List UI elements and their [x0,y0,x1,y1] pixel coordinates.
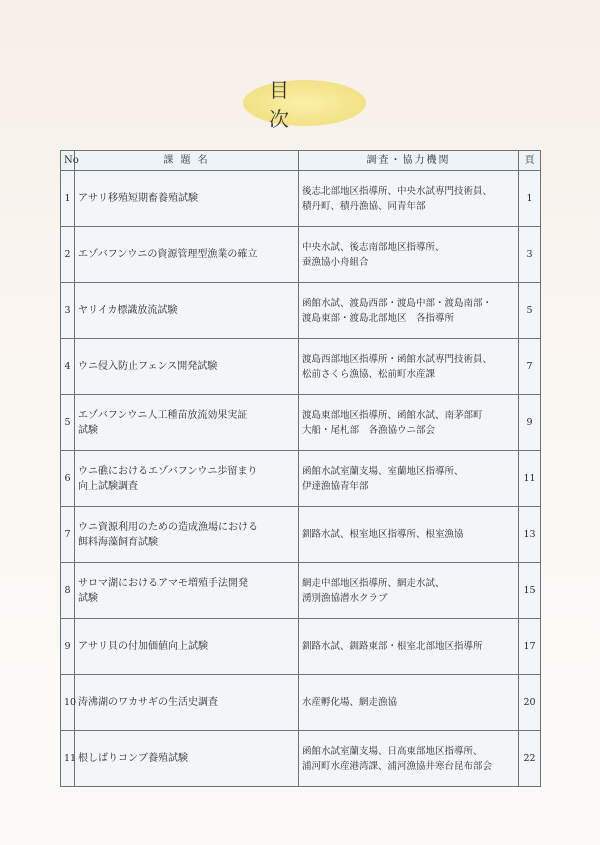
table-row [61,563,541,619]
table-row [61,339,541,395]
table-row [61,395,541,451]
table-row [61,171,541,227]
row-title: ヤリイカ標識放流試験 [75,283,299,339]
row-title: 涛沸湖のワカサギの生活史調査 [75,675,299,731]
row-no: 3 [61,283,75,339]
row-page: 9 [519,395,541,451]
table-row [61,227,541,283]
row-page: 11 [519,451,541,507]
row-no: 9 [61,619,75,675]
row-no: 10 [61,675,75,731]
table-row [61,731,541,787]
row-title: エゾバフンウニの資源管理型漁業の確立 [75,227,299,283]
row-org: 網走中部地区指導所、網走水試、 湧別漁協潜水クラブ [299,563,519,619]
row-page: 3 [519,227,541,283]
row-title: アサリ移殖短期畜養殖試験 [75,171,299,227]
table-row [61,675,541,731]
row-org: 釧路水試、釧路東部・根室北部地区指導所 [299,619,519,675]
header-title: 課 題 名 [75,151,299,171]
row-page: 5 [519,283,541,339]
table-row [61,619,541,675]
row-no: 2 [61,227,75,283]
row-page: 15 [519,563,541,619]
row-page: 13 [519,507,541,563]
heading-oval [243,78,366,131]
row-title: エゾバフンウニ人工種苗放流効果実証 試験 [75,395,299,451]
row-no: 7 [61,507,75,563]
row-org: 釧路水試、根室地区指導所、根室漁協 [299,507,519,563]
row-title: ウニ礁におけるエゾバフンウニ歩留まり 向上試験調査 [75,451,299,507]
row-title: アサリ貝の付加価値向上試験 [75,619,299,675]
table-row [61,283,541,339]
header-org: 調査・協力機関 [299,151,519,171]
row-title: サロマ湖におけるアマモ増殖手法開発 試験 [75,563,299,619]
row-title: ウニ資源利用のための造成漁場における 餌料海藻飼育試験 [75,507,299,563]
row-org: 渡島西部地区指導所・函館水試専門技術員、 松前さくら漁協、松前町水産課 [299,339,519,395]
row-org: 函館水試、渡島西部・渡島中部・渡島南部・ 渡島東部・渡島北部地区 各指導所 [299,283,519,339]
row-title: ウニ侵入防止フェンス開発試験 [75,339,299,395]
row-title: 根しばりコンブ養殖試験 [75,731,299,787]
page-title: 目 次 [269,78,361,131]
row-no: 5 [61,395,75,451]
table-row [61,451,541,507]
header-no: No [61,151,75,171]
row-page: 22 [519,731,541,787]
row-no: 1 [61,171,75,227]
row-page: 20 [519,675,541,731]
row-org: 函館水試室蘭支場、室蘭地区指導所、 伊達漁協青年部 [299,451,519,507]
toc-table [60,150,541,787]
row-org: 中央水試、後志南部地区指導所、 蚕漁協小舟組合 [299,227,519,283]
row-org: 函館水試室蘭支場、日高東部地区指導所、 浦河町水産港湾課、浦河漁協井寒台昆布部会 [299,731,519,787]
header-page: 頁 [519,151,541,171]
row-no: 6 [61,451,75,507]
row-org: 後志北部地区指導所、中央水試専門技術員、 積丹町、積丹漁協、同青年部 [299,171,519,227]
row-page: 7 [519,339,541,395]
table-row [61,507,541,563]
row-no: 8 [61,563,75,619]
row-page: 17 [519,619,541,675]
row-no: 4 [61,339,75,395]
row-no: 11 [61,731,75,787]
row-org: 渡島東部地区指導所、函館水試、南茅部町 大船・尾札部 各漁協ウニ部会 [299,395,519,451]
toc-header-row [61,151,541,171]
row-page: 1 [519,171,541,227]
row-org: 水産孵化場、網走漁協 [299,675,519,731]
